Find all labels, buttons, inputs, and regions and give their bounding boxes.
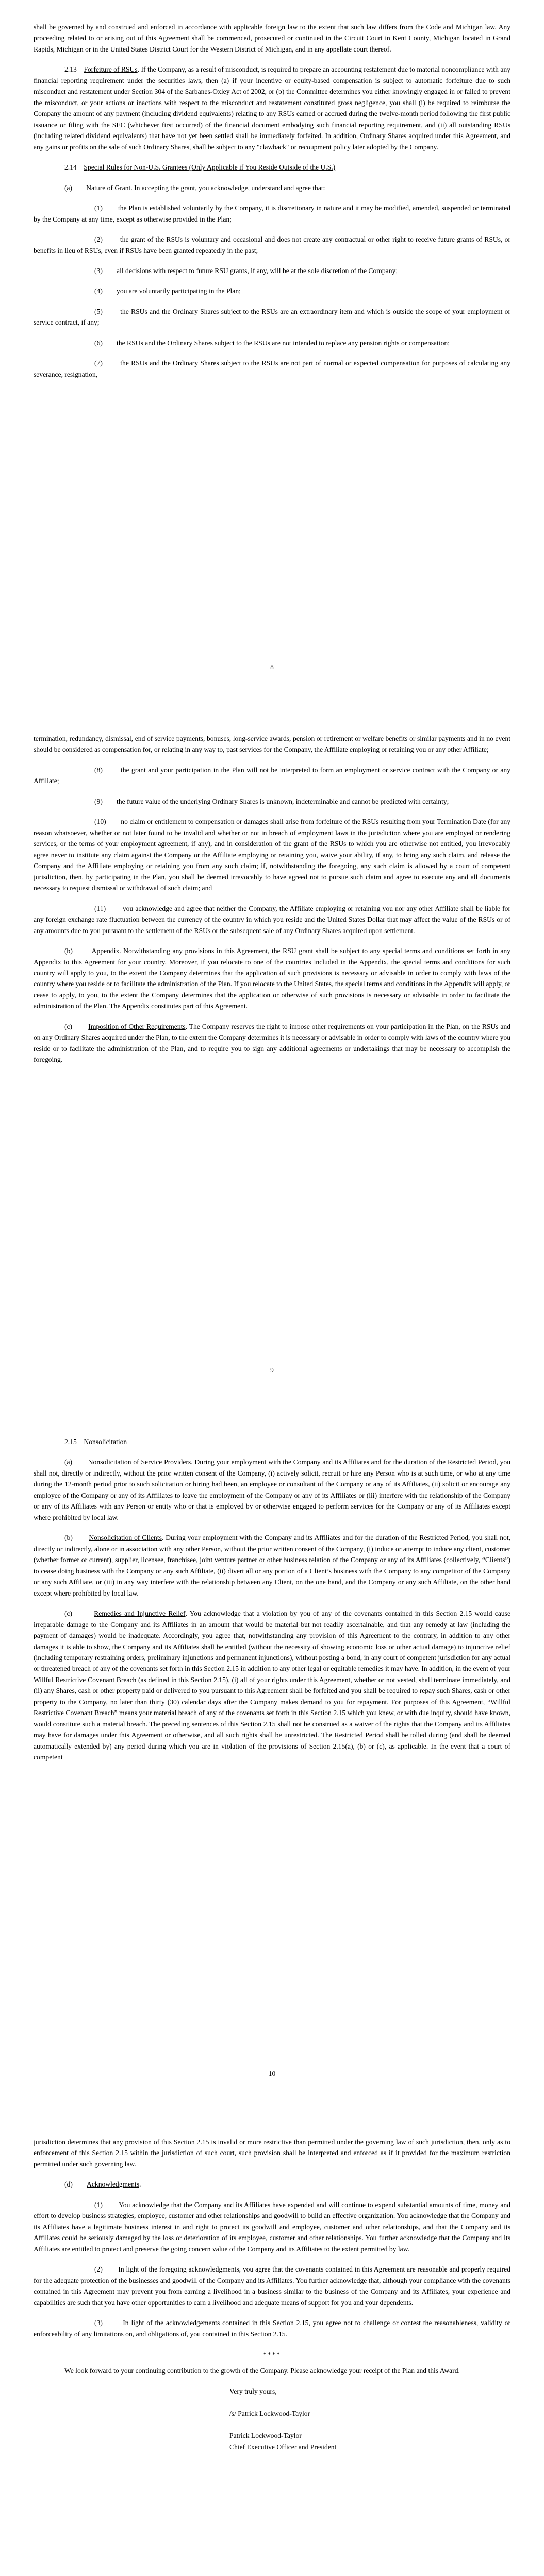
- page-number: 8: [270, 663, 274, 671]
- other-requirements-title: Imposition of Other Requirements: [88, 1022, 186, 1030]
- list-item: (3) all decisions with respect to future RSU grants, if any, will be at the sole discretion of the Company;: [94, 266, 398, 275]
- page-11: [34, 2110, 510, 2576]
- list-item: (5) the RSUs and the Ordinary Shares subject to the RSUs are an extraordinary item and which is outside the scope of your employment or service contract, if any;: [34, 307, 510, 327]
- section-2-15-title: Nonsolicitation: [84, 1438, 127, 1446]
- sign-off: Very truly yours,: [229, 2387, 277, 2395]
- paragraph-continuation: jurisdiction determines that any provision of this Section 2.15 is invalid or more restrictive than permitted under the governing law of such jurisdiction, then, only as to enforcement of this Section 2.15 within the jurisdiction of such court, such provision shall be interpreted and enforced as if it provided for the maximum restriction permitted under such governing law.: [34, 2138, 510, 2168]
- section-2-15-a: (a) Nonsolicitation of Service Providers. During your employment with the Company and its Affiliates and for the duration of the Restricted Period, you shall not, directly or indirectly, without the prior written consent of the Company, (i) actively solicit, recruit or hire any Person who is at such time, or who at any time during the 12-month period prior to such solicitation or hiring had been, an employee or consultant of the Company or any of its Affiliates, (ii) solicit or encourage any employee of the Company or any of its Affiliates to leave the employment of the Company or any of its Affiliates or (iii) interfere with the relationship of the Company or any of its Affiliates with any Person or entity who or that is employed by or otherwise engaged to perform services for the Company or any of its Affiliates except where prohibited by local law.: [34, 1458, 510, 1521]
- section-2-14-c: (c) Imposition of Other Requirements. The Company reserves the right to impose other requirements on your participation in the Plan, on the RSUs and on any Ordinary Shares acquired under the Plan, to the extent the Company determines it is necessary or advisable in order to comply with laws of the country where you reside or to facilitate the administration of the Plan, and to require you to sign any additional agreements or undertakings that may be necessary to accomplish the foregoing.: [34, 1022, 510, 1064]
- list-item: (10) no claim or entitlement to compensation or damages shall arise from forfeiture of the RSUs resulting from your Termination Date (for any reason whatsoever, whether or not later found to be invalid and whether or not in breach of employment laws in the jurisdiction where you are employed or rendering services, or the terms of your employment agreement, if any), and in consideration of the grant of the RSUs to which you are otherwise not entitled, you irrevocably agree never to institute any claim against the Company or the Affiliate employing or retaining you, waive your ability, if any, to bring any such claim, and release the Company and the Affiliate employing or retaining you from any such claim; if, notwithstanding the foregoing, any such claim is allowed by a court of competent jurisdiction, then, by participating in the Plan, you shall be deemed irrevocably to have agreed not to pursue such claim and agree to execute any and all documents necessary to request dismissal or withdrawal of such claim; and: [34, 818, 510, 892]
- section-2-14-heading: 2.14 Special Rules for Non-U.S. Grantees (Only Applicable if You Reside Outside of the U.S.): [64, 163, 336, 172]
- list-item: (2) In light of the foregoing acknowledgments, you agree that the covenants contained in this Agreement are reasonable and properly required for the adequate protection of the businesses and goodwill of the Company and its Affiliates. You further acknowledge that, although your compliance with the covenants contained in this Agreement may prevent you from earning a livelihood in a business similar to the business of the Company and its Affiliates, your experience and capabilities are such that you have other opportunities to earn a livelihood and adequate means of support for you and your dependents.: [34, 2265, 510, 2307]
- list-item: (6) the RSUs and the Ordinary Shares subject to the RSUs are not intended to replace any pension rights or compensation;: [94, 338, 450, 347]
- list-item: (4) you are voluntarily participating in the Plan;: [94, 287, 241, 295]
- list-item: (2) the grant of the RSUs is voluntary and occasional and does not create any contractual or other right to receive future grants of RSUs, or benefits in lieu of RSUs, even if RSUs have been granted repeatedly in the past;: [34, 235, 510, 255]
- section-2-14-title: Special Rules for Non-U.S. Grantees (Only Applicable if You Reside Outside of the U.S.): [84, 163, 336, 172]
- list-item: (9) the future value of the underlying Ordinary Shares is unknown, indeterminable and cannot be predicted with certainty;: [94, 797, 449, 805]
- list-item: (8) the grant and your participation in the Plan will not be interpreted to form an employment or service contract with the Company or any Affiliate;: [34, 766, 510, 785]
- page-number: 9: [270, 1366, 274, 1374]
- list-item: (11) you acknowledge and agree that neither the Company, the Affiliate employing or retaining you nor any other Affiliate shall be liable for any foreign exchange rate fluctuation between the currency of the country in which you reside and the United States Dollar that may affect the value of the RSUs or of any amounts due to you pursuant to the settlement of the RSUs or the subsequent sale of any Ordinary Shares acquired upon settlement.: [34, 904, 510, 935]
- section-2-13-title: Forfeiture of RSUs: [84, 65, 138, 74]
- acknowledgments-title: Acknowledgments: [87, 2180, 139, 2189]
- list-item: (1) the Plan is established voluntarily by the Company, it is discretionary in nature and it may be modified, amended, suspended or terminated by the Company at any time, except as otherwise provided in the Plan;: [34, 204, 510, 223]
- document: [34, 0, 510, 2576]
- signature: /s/ Patrick Lockwood-Taylor: [229, 2409, 310, 2417]
- page-number: 10: [268, 2070, 276, 2077]
- list-item: (1) You acknowledge that the Company and its Affiliates have expended and will continue to expend substantial amounts of time, money and effort to develop business strategies, employee, customer and other relationships and goodwill to build an effective organization. You acknowledge that the Company and its Affiliates have a legitimate business interest in and right to protect its goodwill and employee, customer and other relationships, and that the Company and its Affiliates could be seriously damaged by the loss or deterioration of its employee, customer and other relationships. You further acknowledge that the Company and its Affiliates are entitled to protect and preserve the going concern value of the Company and its Affiliates to the extent permitted by law.: [34, 2200, 510, 2253]
- list-item: (7) the RSUs and the Ordinary Shares subject to the RSUs are not part of normal or expected compensation for purposes of calculating any severance, resignation,: [34, 359, 510, 378]
- paragraph-governing-law: shall be governed by and construed and enforced in accordance with applicable foreign law to the extent that such law differs from the Code and Michigan law. Any proceeding related to or arising out of this Agreement shall be commenced, prosecuted or continued in the Circuit Court in Kent County, Michigan located in Grand Rapids, Michigan or in the United States District Court for the Western District of Michigan, and in any appellate court thereof.: [34, 23, 510, 53]
- section-2-15-d: (d) Acknowledgments.: [64, 2180, 141, 2189]
- section-2-15-heading: 2.15 Nonsolicitation: [64, 1438, 127, 1446]
- section-2-15-b: (b) Nonsolicitation of Clients. During your employment with the Company and its Affiliates and for the duration of the Restricted Period, you shall not, directly or indirectly, alone or in association with any other Person, without the prior written consent of the Company, (i) induce or attempt to induce any client, customer (whether former or current), supplier, licensee, franchisee, joint venture partner or other business relation of the Company or any of its Affiliates (collectively, “Clients”) to cease doing business with the Company or any such Affiliate, (ii) divert all or any portion of a Client’s business with the Company to any competitor of the Company or any such Affiliate, or (iii) in any way interfere with the relationship between any Client, on the one hand, and the Company or any such Affiliate, on the other hand except where prohibited by local law.: [34, 1534, 510, 1597]
- section-2-13: 2.13 Forfeiture of RSUs. If the Company, as a result of misconduct, is required to prepare an accounting restatement due to material noncompliance with any financial reporting requirement under the securities laws, then (a) if your incentive or equity-based compensation is subject to automatic forfeiture due to such misconduct and restatement under Section 304 of the Sarbanes-Oxley Act of 2002, or (b) the Committee determines you either knowingly engaged in or failed to prevent the misconduct, or your actions or inactions with respect to the misconduct and restatement constituted gross negligence, you shall (i) be required to reimburse the Company the amount of any payment (including dividend equivalents) relating to any RSUs earned or accrued during the twelve-month period following the first public issuance or filing with the SEC (whichever first occurred) of the financial document embodying such financial reporting requirement, and (ii) all outstanding RSUs (including related dividend equivalents) that have not yet been settled shall be immediately forfeited. In addition, Ordinary Shares acquired under this Agreement, and any gains or profits on the sale of such Ordinary Shares, shall be subject to any "clawback" or recoupment policy later adopted by the Company.: [34, 65, 510, 151]
- signature-block: [229, 2386, 510, 2453]
- nonsolicitation-service-providers-title: Nonsolicitation of Service Providers: [88, 1458, 191, 1466]
- page-10: [34, 1406, 510, 2110]
- section-2-15-c: (c) Remedies and Injunctive Relief. You acknowledge that a violation by you of any of the covenants contained in this Section 2.15 would cause irreparable damage to the Company and its Affiliates in an amount that would be material but not readily ascertainable, and that any remedy at law (including the payment of damages) would be inadequate. Accordingly, you agree that, notwithstanding any provision of this Agreement to the contrary, in addition to any other damages it is able to show, the Company and its Affiliates shall be entitled (without the necessity of showing economic loss or other actual damage) to injunctive relief (including temporary restraining orders, preliminary injunctions and permanent injunctions), without posting a bond, in any court of competent jurisdiction for any actual or threatened breach of any of the covenants set forth in this Section 2.15 in addition to any other legal or equitable remedies it may have. In addition, in the event of your Willful Restrictive Covenant Breach (as defined in this Section 2.15), (i) all of your rights under this Agreement, whether or not vested, shall terminate immediately, and (ii) any Shares, cash or other property paid or delivered to you pursuant to this Agreement shall be forfeited and you shall be required to repay such Shares, cash or other property to the Company, no later than thirty (30) calendar days after the Company makes demand to you for repayment. For purposes of this Agreement, “Willful Restrictive Covenant Breach” means your material breach of any of the covenants set forth in this Section 2.15 which you knew, or with due inquiry, should have known, would constitute such a material breach. The preceding sentences of this Section 2.15 shall not be construed as a waiver of the rights that the Company and its Affiliates may have for damages under this Agreement or otherwise, and all such rights shall be unrestricted. The Restricted Period shall be tolled during (and shall be deemed automatically extended by) any period during which you are in violation of the provisions of Section 2.15(a), (b) or (c), as applicable. In the event that a court of competent: [34, 1609, 510, 1761]
- section-separator: ****: [262, 2351, 282, 2359]
- remedies-title: Remedies and Injunctive Relief: [94, 1609, 186, 1618]
- page-9: [34, 703, 510, 1406]
- closing-paragraph: We look forward to your continuing contribution to the growth of the Company. Please acknowledge your receipt of the Plan and this Award.: [64, 2367, 460, 2375]
- signer-title: Chief Executive Officer and President: [229, 2443, 337, 2451]
- nonsolicitation-clients-title: Nonsolicitation of Clients: [89, 1534, 162, 1542]
- signer-name: Patrick Lockwood-Taylor: [229, 2432, 302, 2440]
- paragraph-continuation: termination, redundancy, dismissal, end of service payments, bonuses, long-service awards, pension or retirement or welfare benefits or similar payments and in no event should be considered as compensation for, or relating in any way to, past services for the Company, the Affiliate employing or retaining you or any other Affiliate;: [34, 735, 510, 754]
- page-8: [34, 0, 510, 703]
- appendix-title: Appendix: [91, 947, 120, 955]
- section-2-14-b: (b) Appendix. Notwithstanding any provisions in this Agreement, the RSU grant shall be subject to any special terms and conditions set forth in any Appendix to this Agreement for your country. Moreover, if you relocate to one of the countries included in the Appendix, the special terms and conditions for such country will apply to you, to the extent the Company determines that the application of such provisions is necessary or advisable in order to comply with laws of the country where you reside or to facilitate the administration of the Plan. If you relocate to the United States, the special terms and conditions in the Appendix will apply, or cease to apply, to you, to the extent the Company determines that the application or otherwise of such provisions is necessary or advisable in order to facilitate the administration of the Plan. The Appendix constitutes part of this Agreement.: [34, 947, 510, 1010]
- nature-of-grant-title: Nature of Grant: [86, 183, 131, 192]
- section-2-14-a: (a) Nature of Grant. In accepting the grant, you acknowledge, understand and agree that:: [64, 183, 325, 192]
- list-item: (3) In light of the acknowledgements contained in this Section 2.15, you agree not to challenge or contest the reasonableness, validity or enforceability of any limitations on, and obligations of, you contained in this Section 2.15.: [34, 2319, 510, 2338]
